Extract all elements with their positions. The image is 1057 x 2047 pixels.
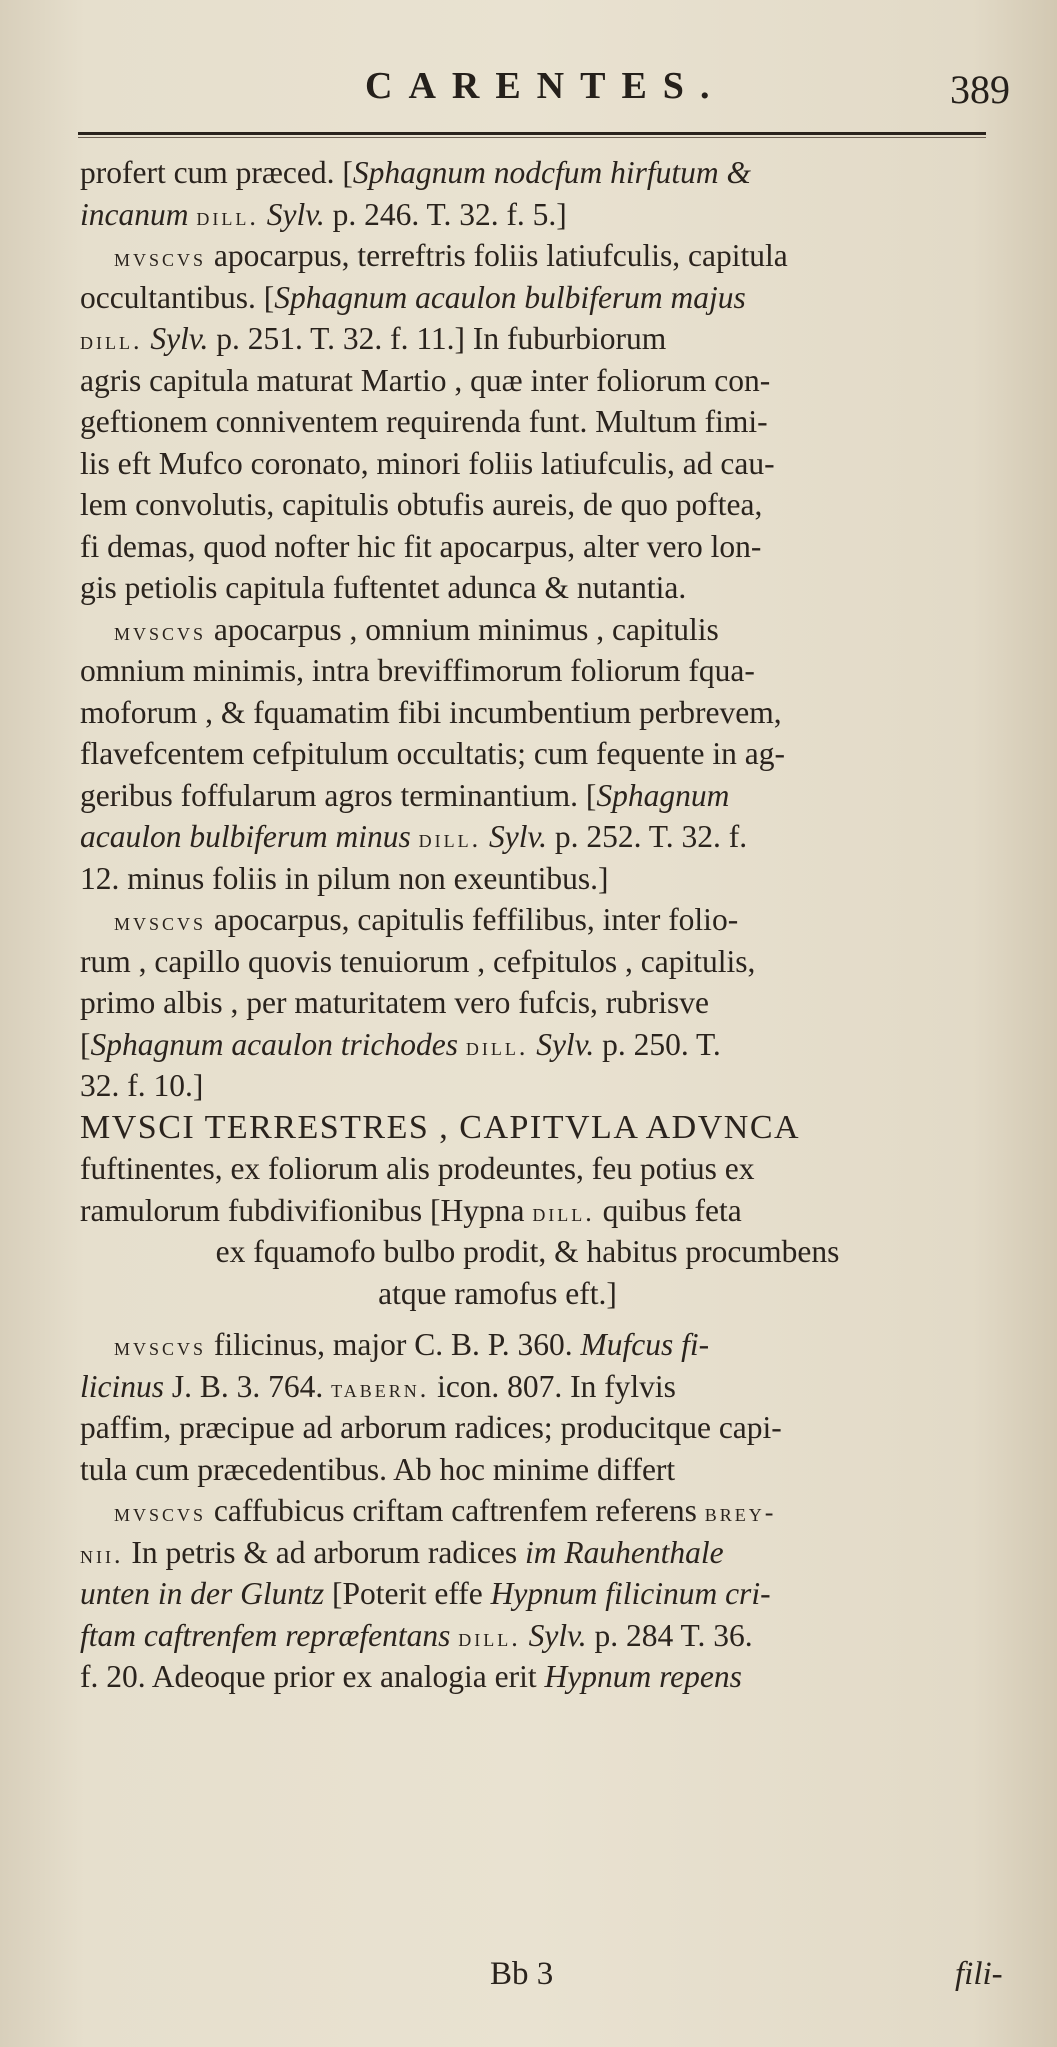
text-run: apocarpus, capitulis feffilibus, inter folio- <box>213 902 739 937</box>
italic-run: Sylv. <box>528 1617 587 1653</box>
text-run: profert cum præced. [ <box>80 155 353 190</box>
text-line: lis eft Mufco coronato, minori foliis latiufculis, ad cau- <box>80 445 775 481</box>
text-line: omnium minimis, intra breviffimorum foliorum fqua- <box>80 653 755 688</box>
text-run: J. B. 3. 764. <box>171 1368 324 1404</box>
italic-run: Sylv. <box>536 1026 595 1062</box>
italic-run: Sylv. <box>266 196 325 232</box>
italic-run: licinus <box>80 1368 164 1404</box>
entry-smallcaps: mvscvs <box>114 907 207 936</box>
text-line <box>80 1024 1035 1066</box>
text-line <box>80 609 1035 651</box>
page-header <box>0 62 1057 122</box>
text-line: fuftinentes, ex foliorum alis prodeuntes, feu potius ex <box>80 1151 755 1186</box>
text-run: [ <box>80 1026 91 1062</box>
text-line <box>80 1573 1035 1615</box>
text-run: occultantibus. [ <box>80 279 275 315</box>
text-line <box>80 277 1035 319</box>
italic-run: Sylv. <box>150 321 209 356</box>
text-line <box>80 1366 1035 1408</box>
text-run: [Poterit effe <box>332 1576 483 1611</box>
text-line: primo albis , per maturitatem vero fufcis, rubrisve <box>80 985 709 1020</box>
text-line <box>80 1532 1035 1574</box>
text-run: In petris & ad arborum radices <box>131 1534 518 1570</box>
text-line <box>80 152 1035 194</box>
italic-run: incanum <box>80 196 189 232</box>
text-line <box>80 899 1035 941</box>
author-smallcaps: dill. <box>80 326 143 355</box>
text-run: p. 251. T. 32. f. 11.] In fuburbiorum <box>216 321 667 356</box>
text-run: icon. 807. In fylvis <box>437 1368 676 1404</box>
header-rule <box>78 132 986 135</box>
body-text <box>80 152 1035 1698</box>
italic-run: Mufcus fi- <box>580 1327 710 1362</box>
entry-smallcaps: mvscvs <box>114 1332 207 1361</box>
italic-run: acaulon bulbiferum minus <box>80 819 411 854</box>
italic-run: Sphagnum acaulon trichodes <box>90 1026 458 1062</box>
text-line: 32. f. 10.] <box>80 1068 204 1103</box>
text-line: 12. minus foliis in pilum non exeuntibus.] <box>80 860 609 896</box>
author-smallcaps: dill. <box>465 1031 529 1061</box>
text-line: gis petiolis capitula fuftentet adunca & nutantia. <box>80 570 687 605</box>
text-line <box>80 1656 1035 1698</box>
text-line: tula cum præcedentibus. Ab hoc minime differt <box>80 1451 676 1487</box>
section-heading: MVSCI TERRESTRES , CAPITVLA ADVNCA <box>80 1108 801 1146</box>
text-run: p. 246. T. 32. f. 5.] <box>332 196 567 232</box>
author-smallcaps: nii. <box>80 1539 124 1569</box>
author-smallcaps: brey- <box>704 1498 777 1527</box>
text-line: flavefcentem cefpitulum occultatis; cum fequente in ag- <box>80 736 785 771</box>
text-run: ramulorum fubdivifionibus [Hypna <box>80 1192 525 1228</box>
italic-run: Sphagnum <box>596 777 730 813</box>
text-line: paffim, præcipue ad arborum radices; producitque capi- <box>80 1410 782 1445</box>
text-line <box>80 816 1035 858</box>
text-run: geribus foffularum agros terminantium. [ <box>80 777 597 813</box>
author-smallcaps: dill. <box>532 1197 595 1227</box>
text-line <box>80 318 1035 360</box>
text-run: p. 284 T. 36. <box>594 1617 753 1653</box>
entry-smallcaps: mvscvs <box>114 616 207 646</box>
text-line <box>80 235 1035 277</box>
italic-run: Hypnum filicinum cri- <box>490 1576 771 1611</box>
page-footer <box>0 1956 1057 2006</box>
running-head: CARENTES. <box>365 65 726 107</box>
text-line <box>80 775 1035 817</box>
text-run: caffubicus criftam caftrenfem referens <box>213 1493 697 1528</box>
text-line: atque ramofus eft.] <box>378 1275 617 1311</box>
text-line <box>80 194 1035 236</box>
catchword: fili- <box>955 1956 1003 1992</box>
text-line: geftionem conniventem requirenda funt. Multum fimi- <box>80 404 768 439</box>
italic-run: unten in der Gluntz <box>80 1576 325 1611</box>
author-smallcaps: tabern. <box>331 1373 430 1403</box>
entry-smallcaps: mvscvs <box>114 1498 207 1527</box>
text-run: p. 250. T. <box>602 1026 721 1062</box>
text-run: quibus feta <box>602 1192 742 1228</box>
text-line <box>80 1615 1035 1657</box>
italic-run: Hypnum repens <box>544 1659 742 1694</box>
italic-run: Sylv. <box>488 819 547 854</box>
text-run: apocarpus, terreftris foliis latiufculis, capitula <box>213 238 788 273</box>
text-run: p. 252. T. 32. f. <box>554 819 748 854</box>
text-line <box>80 1190 1035 1232</box>
text-line <box>80 1490 1035 1532</box>
entry-smallcaps: mvscvs <box>114 243 207 272</box>
author-smallcaps: dill. <box>458 1622 521 1652</box>
text-line: moforum , & fquamatim fibi incumbentium perbrevem, <box>80 694 782 730</box>
text-line: fi demas, quod nofter hic fit apocarpus, alter vero lon- <box>80 528 762 564</box>
text-run: f. 20. Adeoque prior ex analogia erit <box>80 1659 537 1694</box>
text-line: rum , capillo quovis tenuiorum , cefpitulos , capitulis, <box>80 943 756 979</box>
text-line: agris capitula maturat Martio , quæ inter foliorum con- <box>80 362 771 398</box>
header-rule-thin <box>78 137 986 138</box>
author-smallcaps: dill. <box>418 824 482 853</box>
text-line: lem convolutis, capitulis obtufis aureis, de quo poftea, <box>80 487 763 522</box>
text-run: apocarpus , omnium minimus , capitulis <box>213 611 719 647</box>
italic-run: Sphagnum acaulon bulbiferum majus <box>274 279 746 315</box>
text-line <box>80 1324 1035 1366</box>
italic-run: Sphagnum nodcfum hirfutum & <box>352 155 752 190</box>
signature-mark: Bb 3 <box>490 1956 554 1992</box>
page-number: 389 <box>950 67 1010 112</box>
text-run: filicinus, major C. B. P. 360. <box>213 1327 573 1362</box>
italic-run: ftam caftrenfem repræfentans <box>80 1617 451 1653</box>
author-smallcaps: dill. <box>196 201 259 231</box>
italic-run: im Rauhenthale <box>525 1534 724 1570</box>
text-line: ex fquamofo bulbo prodit, & habitus procumbens <box>215 1234 840 1269</box>
